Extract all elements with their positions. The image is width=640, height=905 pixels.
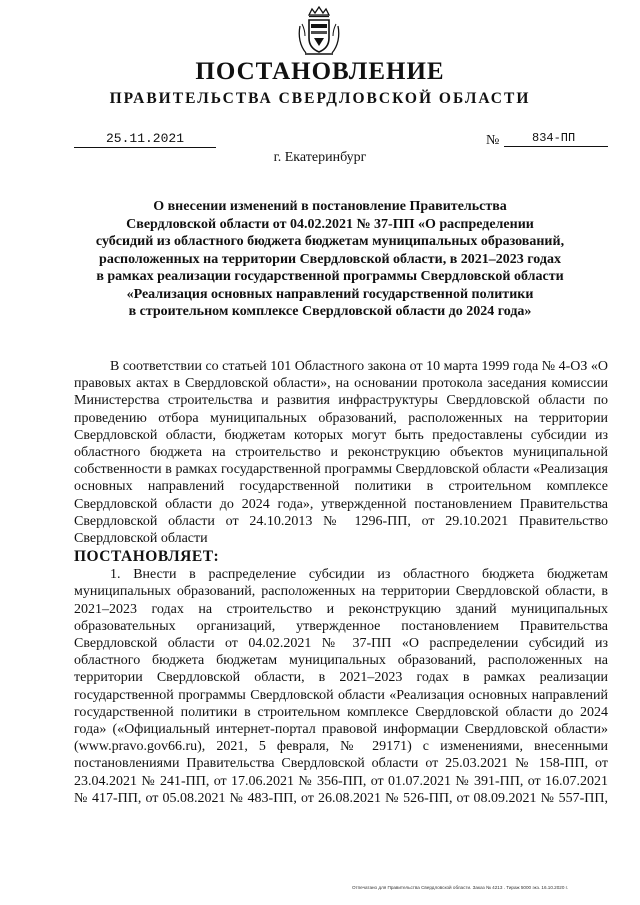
document-body [74,358,608,807]
title-line: Свердловской области от 04.02.2021 № 37-ПП «О распределении [126,216,534,232]
city-label: г. Екатеринбург [273,150,367,165]
issuer-heading: ПРАВИТЕЛЬСТВА СВЕРДЛОВСКОЙ ОБЛАСТИ [109,90,531,107]
title-line: «Реализация основных направлений государственной политики [126,286,534,302]
document-date: 25.11.2021 [74,130,216,148]
document-title [80,198,580,321]
document-number: 834-ПП [504,130,608,147]
title-line: О внесении изменений в постановление Правительства [153,199,507,214]
document-type-heading: ПОСТАНОВЛЕНИЕ [195,58,445,85]
number-sign: № [486,133,500,148]
title-line: субсидий из областного бюджета бюджетам муниципальных образований, [95,234,565,249]
item-1-paragraph: 1. Внести в распределение субсидии из областного бюджета бюджетам муниципальных образований, расположенных на территории Свердловской области, в 2021–2023 годах на строительство и реконструкцию зданий муниципальных образовательных организаций, утвержденное постановлением Правительства Свердловской области от 04.02.2021 № 37-ПП «О распределении субсидий из областного бюджета бюджетам муниципальных образований, расположенных на территории Свердловской области, в 2021–2023 годах в рамках реализации государственной программы Свердловской области «Реализация основных направлений государственной политики в строительном комплексе Свердловской области до 2024 года» («Официальный интернет-портал правовой информации Свердловской области» (www.pravo.gov66.ru), 2021, 5 февраля, № 29171) с изменениями, внесенными постановлениями Правительства Свердловской области от 25.03.2021 № 158-ПП, от 23.04.2021 № 241-ПП, от 17.06.2021 № 356-ПП, от 01.07.2021 № 391-ПП, от 16.07.2021 № 417-ПП, от 05.08.2021 № 483-ПП, от 26.08.2021 № 526-ПП, от 08.09.2021 № 557-ПП, [74,567,608,806]
title-line: в строительном комплексе Свердловской области до 2024 года» [128,304,532,319]
coat-of-arms-icon [296,6,342,58]
print-note: Отпечатано для Правительства Свердловской области. Заказ № 4213 . Тираж 5000 экз. 16.10.2020 г. [352,885,569,890]
title-line: расположенных на территории Свердловской области, в 2021–2023 годах [99,251,561,267]
title-line: в рамках реализации государственной программы Свердловской области [96,269,564,284]
decree-heading: ПОСТАНОВЛЯЕТ: [74,548,220,566]
preamble-paragraph: В соответствии со статьей 101 Областного закона от 10 марта 1999 года № 4-ОЗ «О правовых актах в Свердловской области», на основании протокола заседания комиссии Министерства строительства и развития инфраструктуры Свердловской области по проведению отбора муниципальных образований, расположенных на территории Свердловской области, бюджетам которых могут быть предоставлены субсидии из областного бюджета на строительство и реконструкцию объектов муниципальной собственности в рамках государственной программы Свердловской области «Реализация основных направлений государственной политики в строительном комплексе Свердловской области до 2024 года», утвержденной постановлением Правительства Свердловской области от 24.10.2013 № 1296-ПП, от 29.10.2021 Правительство Свердловской области [74,359,608,547]
